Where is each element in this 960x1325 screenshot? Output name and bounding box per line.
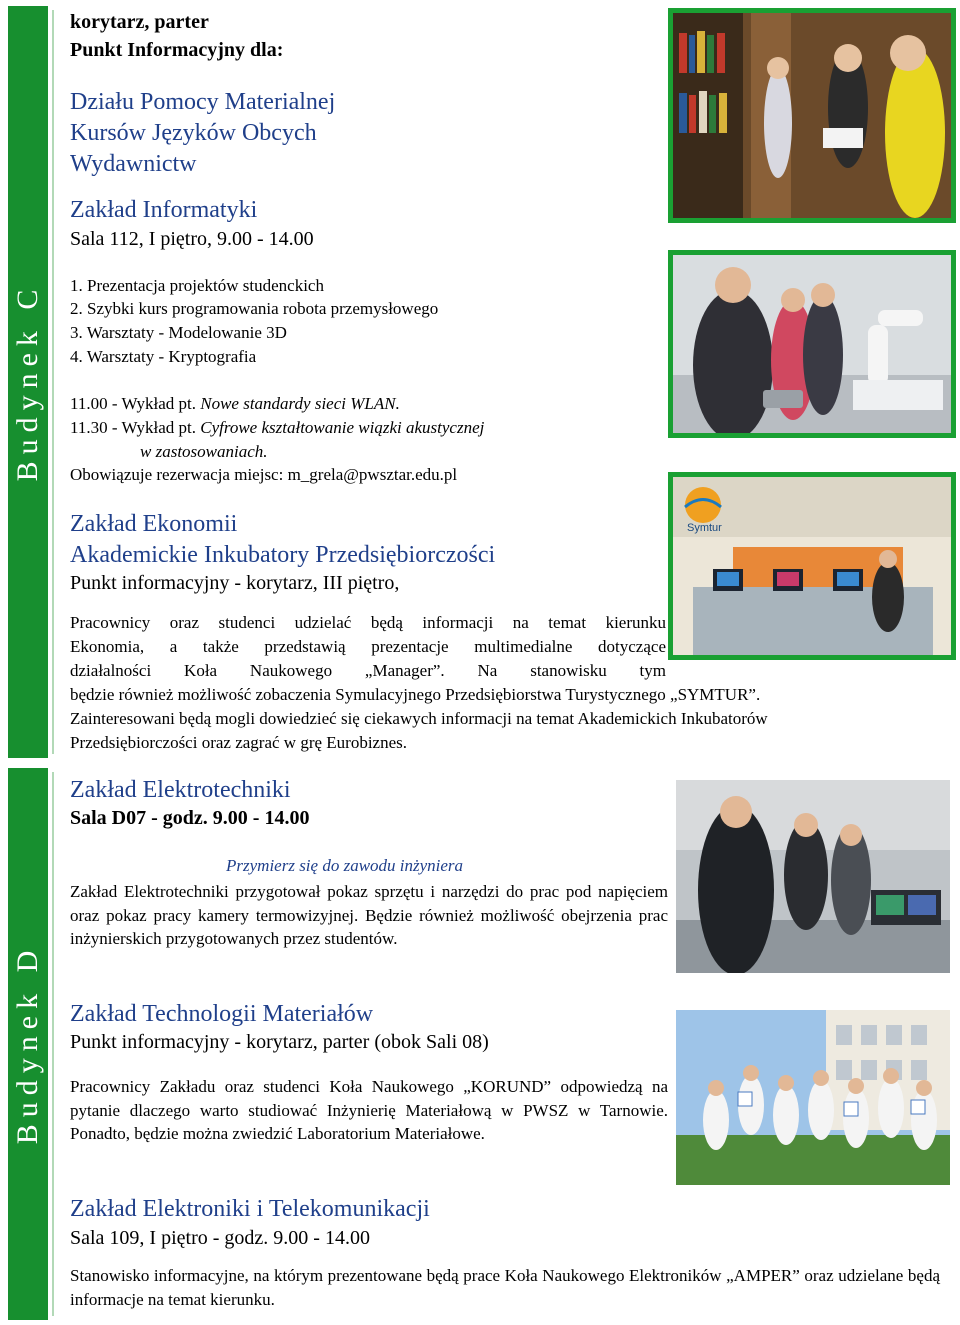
ekonomii-para-line: Pracownicy oraz studenci udzielać będą informacji na temat kierunku — [70, 613, 666, 632]
ekonomii-para-line: działalności Koła Naukowego „Manager”. Na stanowisku tym — [70, 661, 666, 680]
lecture-1-title: Nowe standardy sieci WLAN. — [200, 394, 400, 413]
lecture-2-title-cont: w zastosowaniach. — [140, 442, 268, 461]
ekonomii-para-line: Przedsiębiorczości oraz zagrać w grę Eurobiznes. — [70, 733, 408, 752]
photo-library-students — [668, 8, 956, 223]
ekonomii-para-line: będzie również możliwość zobaczenia Symulacyjnego Przedsiębiorstwa Turystycznego „SYMTUR”. — [70, 685, 761, 704]
building-c-label: Budynek C — [11, 282, 44, 482]
ekonomii-title: Zakład Ekonomii — [70, 511, 238, 537]
lecture-2-title: Cyfrowe kształtowanie wiązki akustycznej — [200, 418, 485, 437]
elektrotechniki-title: Zakład Elektrotechniki — [70, 777, 291, 803]
technologii-description: Pracownicy Zakładu oraz studenci Koła Naukowego „KORUND” odpowiedzą na pytanie dlaczego warto studiować Inżynierię Materiałową w PWSZ w Tarnowie. Ponadto, będzie można zwiedzić Laboratorium Materiałowe. — [70, 1077, 668, 1143]
symtur-logo-text: Symtur — [687, 522, 722, 534]
technologii-title: Zakład Technologii Materiałów — [70, 1001, 374, 1027]
elektrotechniki-description: Zakład Elektrotechniki przygotował pokaz sprzętu i narzędzi do prac pod napięciem oraz pokaz pracy kamery termowizyjnej. Będzie również możliwość obejrzenia prac inżynierskich przygotowanych przez studentów. — [70, 882, 668, 948]
informatyki-item: 1. Prezentacja projektów studenckich — [70, 276, 324, 295]
elektroniki-location: Sala 109, I piętro - godz. 9.00 - 14.00 — [70, 1227, 370, 1249]
photo-robot-lab — [668, 250, 956, 438]
informatyki-item: 4. Warsztaty - Kryptografia — [70, 347, 257, 366]
lecture-2 — [70, 419, 484, 436]
ekonomii-location: Punkt informacyjny - korytarz, III piętro, — [70, 572, 400, 594]
sidebar-building-c — [8, 6, 48, 758]
header-info-point: Punkt Informacyjny dla: — [70, 39, 284, 61]
department-item: Wydawnictw — [70, 151, 197, 177]
department-item: Działu Pomocy Materialnej — [70, 89, 336, 115]
lecture-1 — [70, 395, 400, 412]
ekonomii-para-line: Ekonomia, a także przedstawią prezentacje multimedialne dotyczące — [70, 637, 666, 656]
lecture-2-time: 11.30 - Wykład pt. — [70, 418, 196, 437]
informatyki-item: 2. Szybki kurs programowania robota przemysłowego — [70, 299, 439, 318]
ekonomii-para-line: Zainteresowani będą mogli dowiedzieć się ciekawych informacji na temat Akademickich Inkubatorów — [70, 709, 768, 728]
sidebar-building-d — [8, 768, 48, 1320]
photo-materials-students — [676, 1010, 950, 1185]
informatyki-title: Zakład Informatyki — [70, 197, 258, 223]
department-item: Kursów Języków Obcych — [70, 120, 317, 146]
technologii-location: Punkt informacyjny - korytarz, parter (obok Sali 08) — [70, 1031, 489, 1053]
photo-electrical-lab — [676, 780, 950, 973]
header-location: korytarz, parter — [70, 11, 209, 33]
lecture-1-time: 11.00 - Wykład pt. — [70, 394, 196, 413]
elektrotechniki-slogan: Przymierz się do zawodu inżyniera — [226, 856, 464, 875]
building-d-label: Budynek D — [11, 943, 44, 1145]
reservation-note: Obowiązuje rezerwacja miejsc: m_grela@pwsztar.edu.pl — [70, 465, 458, 484]
informatyki-item: 3. Warsztaty - Modelowanie 3D — [70, 323, 287, 342]
photo-symtur-office — [668, 472, 956, 660]
elektrotechniki-location: Sala D07 - godz. 9.00 - 14.00 — [70, 807, 310, 829]
elektroniki-description: Stanowisko informacyjne, na którym prezentowane będą prace Koła Naukowego Elektroników „AMPER” oraz udzielane będą informacje na temat kierunku. — [70, 1266, 940, 1309]
ekonomii-subtitle: Akademickie Inkubatory Przedsiębiorczości — [70, 542, 496, 568]
informatyki-location: Sala 112, I piętro, 9.00 - 14.00 — [70, 228, 314, 250]
elektroniki-title: Zakład Elektroniki i Telekomunikacji — [70, 1196, 430, 1222]
